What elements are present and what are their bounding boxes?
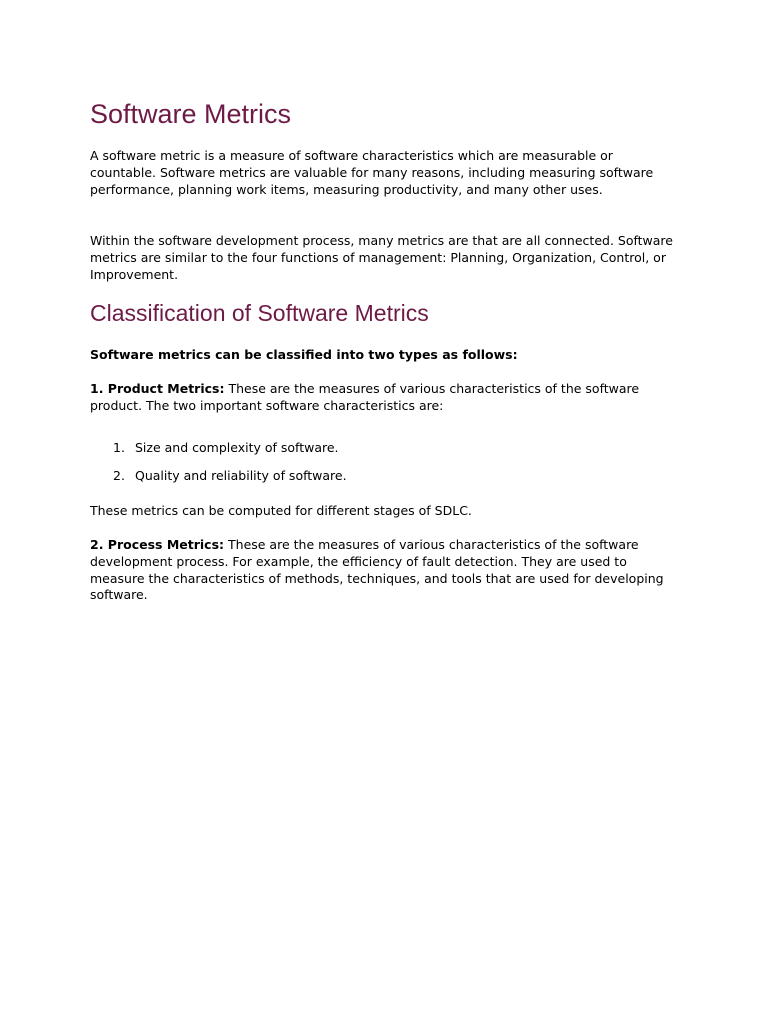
process-metrics-paragraph	[90, 537, 680, 604]
page-title: Software Metrics	[90, 99, 292, 129]
intro-paragraph: A software metric is a measure of software characteristics which are measurable or countable. Software metrics are valuable for many reasons, including measuring software performance, planning work items, measuring productivity, and many other uses.	[90, 148, 654, 197]
product-metrics-text: These are the measures of various characteristics of the software product. The two important software characteristics are:	[90, 381, 640, 413]
list-item	[90, 440, 680, 457]
second-paragraph: Within the software development process, many metrics are that are all connected. Software metrics are similar to the four functions of management: Planning, Organization, Control, or Improvement.	[90, 233, 673, 282]
section-heading: Classification of Software Metrics	[90, 300, 429, 326]
characteristics-list	[90, 440, 680, 497]
sdlc-note: These metrics can be computed for different stages of SDLC.	[90, 503, 472, 518]
product-metrics-label: 1. Product Metrics:	[90, 381, 225, 396]
process-metrics-text: These are the measures of various characteristics of the software development process. For example, the efficiency of fault detection. They are used to measure the characteristics of methods, techniques, and tools that are used for developing software.	[90, 537, 664, 603]
process-metrics-label: 2. Process Metrics:	[90, 537, 225, 552]
product-metrics-paragraph	[90, 381, 680, 415]
list-item-number: 1.	[113, 440, 125, 455]
classification-lead: Software metrics can be classified into two types as follows:	[90, 347, 518, 362]
list-item-text: Size and complexity of software.	[135, 440, 339, 455]
list-item	[90, 468, 680, 485]
list-item-number: 2.	[113, 468, 125, 484]
list-item-text: Quality and reliability of software.	[135, 468, 347, 484]
